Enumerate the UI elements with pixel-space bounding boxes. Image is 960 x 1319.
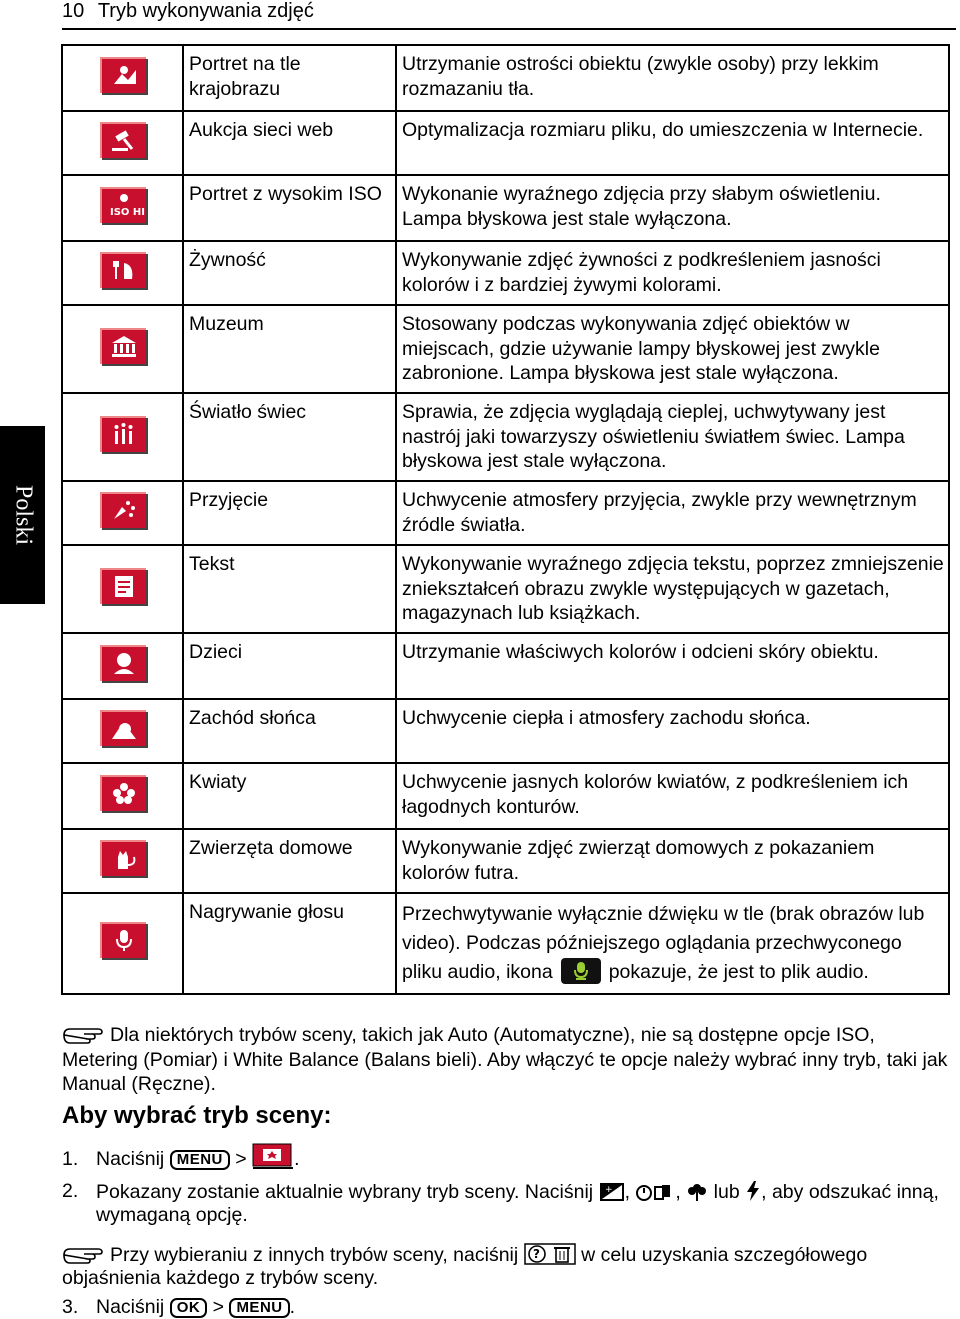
microphone-icon — [100, 922, 146, 958]
help-delete-icon — [524, 1243, 576, 1265]
mode-name: Portret z wysokim ISO — [183, 175, 396, 241]
mode-row — [62, 893, 949, 994]
section-title: Aby wybrać tryb sceny: — [62, 1102, 332, 1129]
mode-name: Żywność — [183, 241, 396, 305]
mode-description — [396, 893, 949, 994]
mode-name: Kwiaty — [183, 763, 396, 829]
step-2-or: lub — [713, 1181, 740, 1203]
mode-icon-cell — [62, 45, 183, 111]
mode-name: Aukcja sieci web — [183, 111, 396, 175]
food-icon — [100, 252, 146, 288]
self-timer-icon — [635, 1182, 675, 1202]
mode-icon-cell — [62, 633, 183, 699]
mode-description: Sprawia, że zdjęcia wyglądają cieplej, uchwytywany jest nastrój jaki towarzyszy oświetleniu światłem świec. Lampa błyskowa jest stale wyłączona. — [396, 393, 949, 481]
step-1-separator: > — [235, 1148, 247, 1170]
children-icon — [100, 645, 146, 681]
note-2 — [62, 1243, 952, 1290]
auction-hammer-icon — [100, 122, 146, 158]
mode-description-part-2: pokazuje, że jest to plik audio. — [608, 961, 869, 983]
mode-icon-cell — [62, 481, 183, 545]
candlelight-icon — [100, 416, 146, 452]
mode-name: Nagrywanie głosu — [183, 893, 396, 994]
party-icon — [100, 492, 146, 528]
mode-icon-cell — [62, 305, 183, 393]
note-2-text-b: w celu uzyskania szczegółowego objaśnienia każdego z trybów sceny. — [62, 1244, 868, 1289]
mode-name: Dzieci — [183, 633, 396, 699]
museum-icon — [100, 328, 146, 364]
mode-icon-cell — [62, 241, 183, 305]
mode-icon-cell — [62, 699, 183, 763]
flower-icon — [100, 775, 146, 811]
mode-name: Portret na tle krajobrazu — [183, 45, 396, 111]
mode-row — [62, 111, 949, 175]
macro-flower-icon — [686, 1182, 708, 1202]
mode-name: Zwierzęta domowe — [183, 829, 396, 893]
mode-icon-cell — [62, 829, 183, 893]
high-iso-portrait-icon — [100, 187, 146, 223]
step-2-text-b: , aby odszukać inną, wymaganą opcję. — [96, 1181, 939, 1226]
pet-cat-icon — [100, 840, 146, 876]
mode-name: Światło świec — [183, 393, 396, 481]
ok-key: OK — [170, 1298, 208, 1318]
step-3-number: 3. — [62, 1296, 79, 1318]
mode-description: Wykonywanie zdjęć zwierząt domowych z pokazaniem kolorów futra. — [396, 829, 949, 893]
mode-description: Uchwycenie atmosfery przyjęcia, zwykle przy wewnętrznym źródle światła. — [396, 481, 949, 545]
mode-description: Wykonanie wyraźnego zdjęcia przy słabym oświetleniu. Lampa błyskowa jest stale wyłączona. — [396, 175, 949, 241]
pointing-hand-icon — [62, 1026, 104, 1044]
svg-text:+: + — [604, 1185, 613, 1195]
step-3-end: . — [289, 1296, 296, 1318]
page-number: 10 — [62, 0, 85, 22]
mode-icon-cell — [62, 111, 183, 175]
mode-icon-cell — [62, 545, 183, 633]
step-2-comma: , — [624, 1181, 630, 1203]
mode-icon-cell — [62, 175, 183, 241]
mode-row — [62, 699, 949, 763]
mode-icon-cell — [62, 763, 183, 829]
step-1-text: Naciśnij — [96, 1148, 165, 1170]
mode-description: Wykonywanie zdjęć żywności z podkreśleniem jasności kolorów i z bardziej żywymi kolorami. — [396, 241, 949, 305]
mode-row — [62, 829, 949, 893]
menu-key: MENU — [170, 1150, 230, 1170]
mode-description: Utrzymanie właściwych kolorów i odcieni skóry obiektu. — [396, 633, 949, 699]
sunset-icon — [100, 710, 146, 746]
note-1-text: Dla niektórych trybów sceny, takich jak Auto (Automatyczne), nie są dostępne opcje ISO, Metering (Pomiar) i White Balance (Balans bieli). Aby włączyć te opcje należy wybrać inny tryb, taki jak Manual (Ręczne). — [62, 1024, 948, 1095]
flash-icon — [745, 1180, 761, 1202]
audio-file-icon — [561, 958, 601, 984]
text-document-icon — [100, 568, 146, 604]
mode-name: Muzeum — [183, 305, 396, 393]
menu-key: MENU — [229, 1298, 289, 1318]
mode-description: Stosowany podczas wykonywania zdjęć obiektów w miejscach, gdzie używanie lampy błyskowej jest zwykle zabronione. Lampa błyskowa jest stale wyłączona. — [396, 305, 949, 393]
step-2 — [62, 1180, 952, 1227]
mode-icon-cell — [62, 393, 183, 481]
mode-row — [62, 175, 949, 241]
mode-row — [62, 545, 949, 633]
mode-description: Uchwycenie jasnych kolorów kwiatów, z podkreśleniem ich łagodnych konturów. — [396, 763, 949, 829]
mode-row — [62, 481, 949, 545]
page-header — [62, 0, 956, 30]
mode-description: Optymalizacja rozmiaru pliku, do umieszczenia w Internecie. — [396, 111, 949, 175]
mode-description: Utrzymanie ostrości obiektu (zwykle osoby) przy lekkim rozmazaniu tła. — [396, 45, 949, 111]
scene-modes-table — [61, 44, 950, 995]
step-3 — [62, 1296, 952, 1319]
step-2-text-a: Pokazany zostanie aktualnie wybrany tryb sceny. Naciśnij — [96, 1181, 594, 1203]
mode-row — [62, 763, 949, 829]
step-3-separator: > — [212, 1296, 225, 1318]
mode-row — [62, 633, 949, 699]
mode-name: Zachód słońca — [183, 699, 396, 763]
mode-description-part-1: Przechwytywanie wyłącznie dźwięku w tle (brak obrazów lub video). Podczas późniejszego oglądania przechwyconego pliku audio, ikona — [402, 903, 925, 983]
mode-row — [62, 45, 949, 111]
step-1 — [62, 1143, 952, 1171]
mode-row — [62, 241, 949, 305]
step-1-number: 1. — [62, 1148, 79, 1170]
mode-name: Przyjęcie — [183, 481, 396, 545]
step-2-number: 2. — [62, 1180, 79, 1202]
scene-mode-icon — [252, 1143, 294, 1169]
note-1 — [62, 1023, 952, 1097]
exposure-icon — [599, 1182, 625, 1202]
svg-text:ISO HI: ISO HI — [109, 206, 145, 218]
portrait-landscape-icon — [100, 57, 146, 93]
mode-name: Tekst — [183, 545, 396, 633]
mode-icon-cell — [62, 893, 183, 994]
svg-text:?: ? — [532, 1247, 540, 1261]
step-3-text: Naciśnij — [96, 1296, 165, 1318]
mode-description: Wykonywanie wyraźnego zdjęcia tekstu, poprzez zmniejszenie zniekształceń obrazu zwykle występujących w gazetach, magazynach lub książkach. — [396, 545, 949, 633]
language-tab-label: Polski — [10, 484, 36, 546]
mode-row — [62, 305, 949, 393]
step-1-end: . — [294, 1148, 300, 1170]
note-2-text-a: Przy wybieraniu z innych trybów sceny, naciśnij — [110, 1244, 519, 1266]
language-tab — [0, 426, 45, 604]
mode-description: Uchwycenie ciepła i atmosfery zachodu słońca. — [396, 699, 949, 763]
pointing-hand-icon — [62, 1246, 104, 1264]
mode-row — [62, 393, 949, 481]
step-2-comma: , — [675, 1181, 681, 1203]
page-title: Tryb wykonywania zdjęć — [97, 0, 314, 22]
